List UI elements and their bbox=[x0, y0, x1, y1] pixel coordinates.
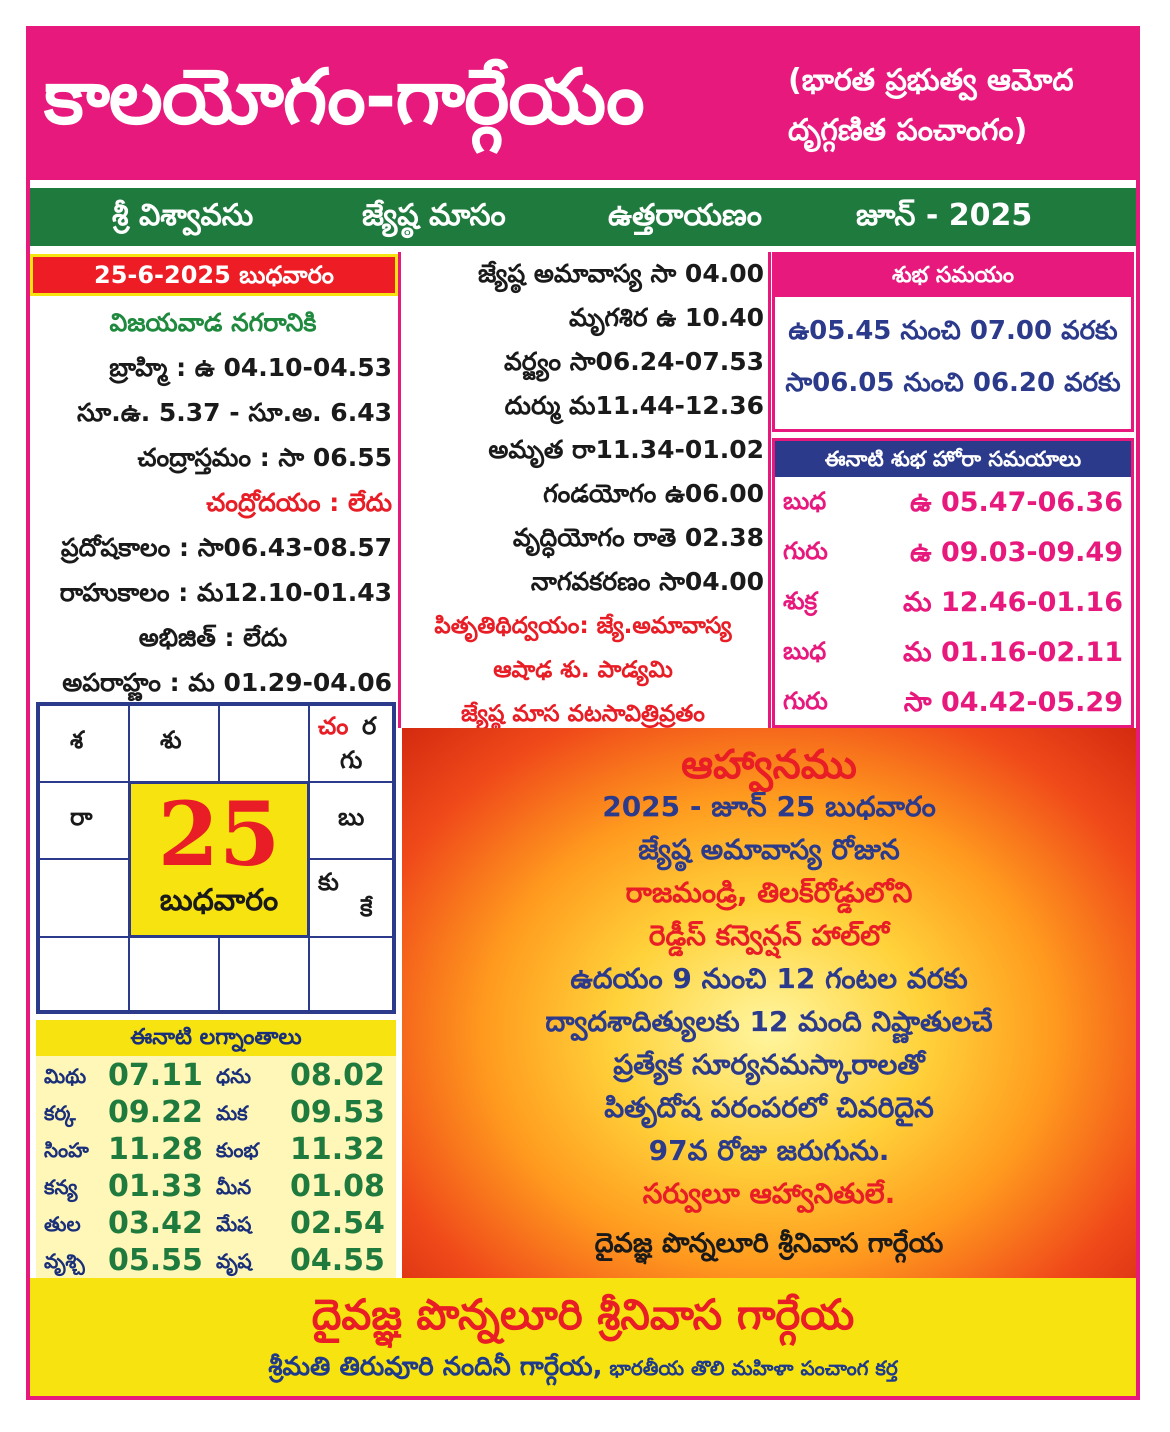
rasi-cell bbox=[219, 937, 309, 1011]
invitation-line: ప్రత్యేక సూర్యనమస్కారాలతో bbox=[613, 1048, 925, 1081]
lagnam-time: 01.33 bbox=[108, 1169, 203, 1204]
rasi-cell bbox=[309, 937, 393, 1011]
lagnam-row bbox=[36, 1130, 396, 1167]
rasi-name: వృష bbox=[216, 1249, 252, 1273]
chandrodayam: చంద్రోదయం : లేదు bbox=[206, 488, 392, 517]
rasi-cell bbox=[39, 782, 129, 859]
hora-row bbox=[775, 527, 1131, 577]
rasi-name: మక bbox=[216, 1101, 248, 1125]
rasi-name: తుల bbox=[44, 1212, 81, 1236]
invitation-signature: దైవజ్ఞ పొన్నలూరి శ్రీనివాస గార్గేయ bbox=[594, 1228, 944, 1259]
invitation-line: సర్వులూ ఆహ్వానితులే. bbox=[642, 1177, 896, 1210]
invitation-title: ఆహ్వానము bbox=[681, 742, 857, 788]
rasi-name: కన్య bbox=[44, 1175, 78, 1199]
rasi-cell bbox=[129, 937, 219, 1011]
lagnam-time: 07.11 bbox=[108, 1058, 203, 1093]
rasi-name: మేష bbox=[216, 1212, 252, 1236]
ayanam-label: ఉత్తరాయణం bbox=[608, 198, 762, 233]
durmuhurtam: దుర్ము మ11.44-12.36 bbox=[504, 391, 764, 420]
planet-label: గు bbox=[340, 746, 363, 774]
column-divider bbox=[768, 252, 771, 728]
planet-label: ర bbox=[362, 712, 377, 740]
nakshatram: మృగశిర ఉ 10.40 bbox=[568, 303, 764, 332]
invitation-line: 97వ రోజు జరుగును. bbox=[648, 1134, 890, 1167]
lagnam-time: 03.42 bbox=[108, 1206, 203, 1241]
invitation-panel bbox=[402, 728, 1136, 1278]
lagnam-row bbox=[36, 1167, 396, 1204]
lagnam-time: 11.32 bbox=[290, 1132, 385, 1167]
hora-time: ఉ 09.03-09.49 bbox=[910, 537, 1123, 568]
planet-label: బు bbox=[338, 803, 365, 831]
hora-row bbox=[775, 627, 1131, 677]
shubha-samayam-row: సా06.05 నుంచి 06.20 వరకు bbox=[785, 368, 1121, 398]
lagnam-row bbox=[36, 1093, 396, 1130]
hora-row bbox=[775, 477, 1131, 527]
rasi-cell bbox=[309, 782, 393, 859]
hora-day: గురు bbox=[783, 537, 828, 565]
lagnam-row bbox=[36, 1204, 396, 1241]
planet-label: కు bbox=[318, 868, 339, 896]
samvatsaram-label: శ్రీ విశ్వావసు bbox=[112, 198, 254, 233]
planet-label: చం bbox=[318, 712, 349, 740]
lagnam-title: ఈనాటి లగ్నాంతాలు bbox=[36, 1020, 396, 1056]
invitation-line: పితృదోష పరంపరలో చివరిదైన bbox=[604, 1091, 934, 1124]
chandrastamam: చంద్రాస్తమం : సా 06.55 bbox=[137, 443, 392, 472]
lagnam-time: 04.55 bbox=[290, 1243, 385, 1278]
invitation-line: 2025 - జూన్ 25 బుధవారం bbox=[602, 790, 936, 823]
masam-label: జ్యేష్ఠ మాసం bbox=[362, 198, 506, 233]
date-banner: 25-6-2025 బుధవారం bbox=[30, 254, 398, 296]
day-name: బుధవారం bbox=[159, 883, 279, 918]
yogam-2: వృద్ధియోగం రాతె 02.38 bbox=[512, 523, 764, 552]
invitation-line: రెడ్డీస్ కన్వెన్షన్ హాల్‌లో bbox=[648, 919, 890, 952]
lagnam-time: 02.54 bbox=[290, 1206, 385, 1241]
hora-day: శుక్ర bbox=[783, 587, 818, 615]
hora-box bbox=[772, 438, 1134, 728]
hora-time: మ 12.46-01.16 bbox=[903, 587, 1123, 618]
rasi-name: సింహ bbox=[44, 1138, 89, 1162]
abhijit: అభిజిత్ : లేదు bbox=[138, 623, 288, 652]
hora-time: సా 04.42-05.29 bbox=[903, 687, 1123, 718]
rasi-cell bbox=[309, 859, 393, 937]
month-year-label: జూన్ - 2025 bbox=[856, 198, 1033, 233]
tithi: జ్యేష్ఠ అమావాస్య సా 04.00 bbox=[478, 259, 764, 288]
mid-info-panel bbox=[402, 252, 764, 736]
lagnam-time: 09.22 bbox=[108, 1095, 203, 1130]
rahukalam: రాహుకాలం : మ12.10-01.43 bbox=[59, 578, 392, 607]
lagnam-row bbox=[36, 1056, 396, 1093]
left-info-panel bbox=[34, 300, 392, 705]
rasi-cell bbox=[219, 705, 309, 782]
rasi-name: ధను bbox=[216, 1064, 252, 1088]
kundali-chart bbox=[36, 702, 396, 1014]
hora-time: మ 01.16-02.11 bbox=[903, 637, 1123, 668]
aparahnam: అపరాహ్ణం : మ 01.29-04.06 bbox=[62, 668, 392, 697]
hora-day: గురు bbox=[783, 687, 828, 715]
page-title: కాలయోగం-గార్గేయం bbox=[44, 52, 644, 141]
rasi-name: కుంభ bbox=[216, 1138, 259, 1162]
city-label: విజయవాడ నగరానికి bbox=[109, 308, 317, 337]
panchangam-page bbox=[26, 26, 1140, 1400]
author-name: దైవజ్ఞ పొన్నలూరి శ్రీనివాస గార్గేయ bbox=[311, 1290, 855, 1339]
calendar-info-bar bbox=[30, 188, 1136, 246]
festival-line-3: జ్యేష్ఠ మాస వటసావిత్రివ్రతం bbox=[461, 701, 705, 727]
yogam-1: గండయోగం ఉ06.00 bbox=[543, 479, 764, 508]
co-author-title: భారతీయ తొలి మహిళా పంచాంగ కర్త bbox=[602, 1356, 898, 1380]
varjyam: వర్జ్యం సా06.24-07.53 bbox=[504, 347, 764, 376]
lagnam-time: 01.08 bbox=[290, 1169, 385, 1204]
rasi-cell bbox=[129, 705, 219, 782]
rasi-cell bbox=[309, 705, 393, 782]
shubha-samayam-row: ఉ05.45 నుంచి 07.00 వరకు bbox=[788, 316, 1118, 346]
festival-line-2: ఆషాఢ శు. పాడ్యమి bbox=[493, 657, 673, 683]
festival-line-1: పితృతిథిద్వయం: జ్యే.అమావాస్య bbox=[434, 613, 732, 639]
rasi-name: మిథు bbox=[44, 1064, 87, 1088]
shubha-samayam-title: శుభ సమయం bbox=[775, 255, 1131, 297]
header-banner bbox=[30, 30, 1136, 180]
hora-row bbox=[775, 577, 1131, 627]
hora-row bbox=[775, 677, 1131, 727]
hora-time: ఉ 05.47-06.36 bbox=[910, 487, 1123, 518]
lagnam-time: 11.28 bbox=[108, 1132, 203, 1167]
planet-label: రా bbox=[70, 803, 93, 831]
page-subtitle bbox=[788, 56, 1074, 156]
rasi-cell bbox=[39, 859, 129, 937]
rasi-cell bbox=[39, 937, 129, 1011]
hora-day: బుధ bbox=[783, 637, 827, 665]
invitation-line: జ్యేష్ఠ అమావాస్య రోజున bbox=[638, 833, 900, 866]
co-author-name: శ్రీమతి తిరువూరి నందినీ గార్గేయ, bbox=[268, 1352, 603, 1382]
co-author-line bbox=[30, 1352, 1136, 1388]
hora-day: బుధ bbox=[783, 487, 827, 515]
amrutha-kalam: అమృత రా11.34-01.02 bbox=[488, 435, 764, 464]
header-divider bbox=[30, 180, 1136, 188]
hora-title: ఈనాటి శుభ హోరా సమయాలు bbox=[775, 441, 1131, 477]
lagnam-time: 09.53 bbox=[290, 1095, 385, 1130]
rasi-name: మీన bbox=[216, 1175, 252, 1199]
lagnam-time: 05.55 bbox=[108, 1243, 203, 1278]
brahmi-muhurtam: బ్రాహ్మి : ఉ 04.10-04.53 bbox=[109, 353, 392, 382]
planet-label: శ bbox=[70, 726, 84, 754]
day-highlight-box bbox=[129, 782, 309, 937]
invitation-line: రాజమండ్రి, తిలక్‌రోడ్డులోని bbox=[625, 876, 913, 909]
subtitle-line-1: (భారత ప్రభుత్వ ఆమోద bbox=[788, 63, 1074, 98]
planet-label: కే bbox=[360, 894, 373, 922]
column-divider bbox=[398, 252, 401, 728]
footer-banner bbox=[30, 1278, 1136, 1396]
subtitle-line-2: దృగ్గణిత పంచాంగం) bbox=[788, 113, 1028, 148]
rasi-name: వృశ్చి bbox=[44, 1249, 85, 1273]
pradoshakalam: ప్రదోషకాలం : సా06.43-08.57 bbox=[60, 533, 392, 562]
sunrise-sunset: సూ.ఉ. 5.37 - సూ.అ. 6.43 bbox=[77, 398, 392, 427]
rasi-name: కర్క bbox=[44, 1101, 76, 1125]
invitation-line: ద్వాదశాదిత్యులకు 12 మంది నిష్ణాతులచే bbox=[545, 1005, 993, 1038]
lagnam-row bbox=[36, 1241, 396, 1278]
lagnam-time: 08.02 bbox=[290, 1058, 385, 1093]
day-number: 25 bbox=[157, 782, 281, 886]
rasi-cell bbox=[39, 705, 129, 782]
invitation-line: ఉదయం 9 నుంచి 12 గంటల వరకు bbox=[570, 962, 968, 995]
karanam: నాగవకరణం సా04.00 bbox=[530, 567, 764, 596]
shubha-samayam-box bbox=[772, 252, 1134, 432]
planet-label: శు bbox=[160, 726, 182, 754]
lagnam-table bbox=[36, 1020, 396, 1278]
